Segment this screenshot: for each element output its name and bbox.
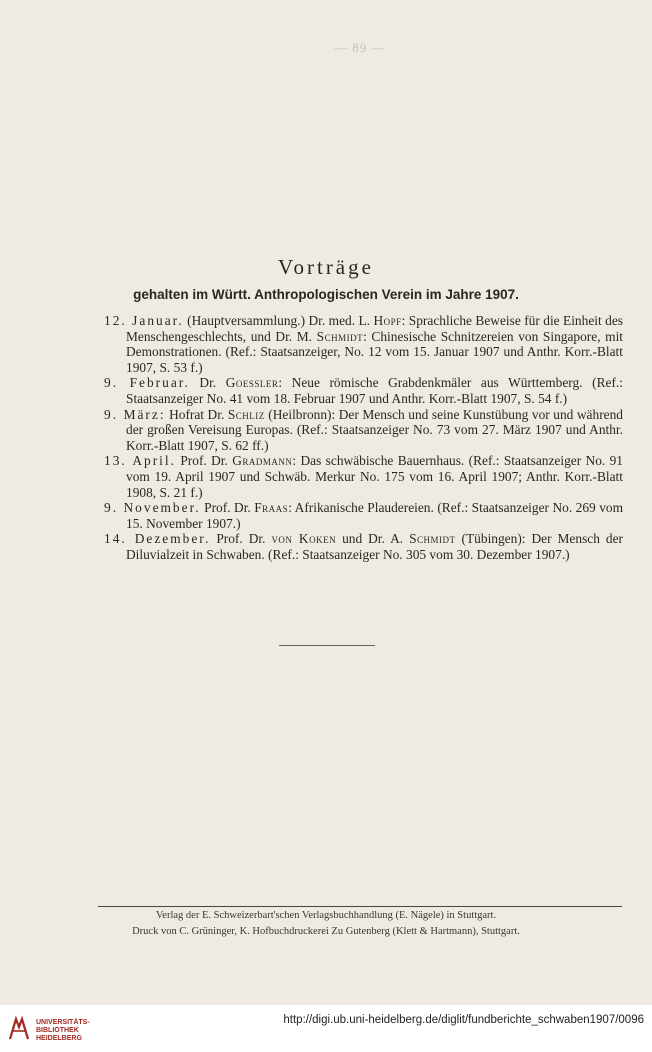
speaker-name: Fraas — [254, 500, 289, 516]
page-subtitle: gehalten im Württ. Anthropologischen Verein im Jahre 1907. — [133, 287, 519, 302]
lecture-date: 9. Februar. — [104, 375, 190, 391]
lecture-date: 13. April. — [104, 453, 176, 469]
lecture-list — [104, 313, 623, 563]
lecture-entry — [104, 531, 623, 562]
lecture-text: : Sprachliche Beweise für die Einheit des Menschengeschlechts, und Dr. M. — [126, 313, 623, 344]
lecture-text: Dr. — [199, 375, 226, 391]
logo-line: HEIDELBERG — [36, 1035, 82, 1042]
lecture-date: 9. März: — [104, 406, 166, 422]
speaker-name: Schmidt — [409, 531, 456, 547]
lecture-date: 14. Dezember. — [104, 531, 211, 547]
speaker-name: Hopf — [373, 313, 402, 328]
library-logo-text — [36, 1019, 90, 1043]
speaker-name: von Koken — [271, 531, 337, 547]
logo-line: BIBLIOTHEK — [36, 1027, 79, 1034]
speaker-name: Schmidt — [316, 328, 364, 344]
lecture-text: Prof. Dr. — [204, 500, 255, 516]
lecture-text: und Dr. A. — [336, 531, 410, 547]
lecture-entry — [104, 407, 623, 454]
speaker-name: Goessler — [225, 375, 279, 391]
lecture-date: 9. November. — [104, 500, 201, 516]
lecture-entry — [104, 453, 623, 500]
permalink-url[interactable]: http://digi.ub.uni-heidelberg.de/diglit/fundberichte_schwaben1907/0096 — [283, 1014, 644, 1026]
university-library-logo[interactable] — [8, 1013, 98, 1045]
lecture-text: Prof. Dr. — [216, 531, 272, 547]
lecture-text: : Afrikanische Plaudereien. (Ref.: Staatsanzeiger No. 269 vom 15. November 1907.) — [126, 500, 623, 531]
lecture-entry — [104, 375, 623, 406]
lecture-text: : Das schwäbische Bauernhaus. (Ref.: Staatsanzeiger No. 91 vom 19. April 1907 und Schwäb. Merkur No. 175 vom 16. April 1907; Anthr. Korr.-Blatt 1908, S. 21 f.) — [126, 453, 623, 500]
library-bar — [0, 1005, 652, 1052]
speaker-name: Schliz — [227, 406, 265, 422]
lecture-entry — [104, 500, 623, 531]
lecture-text: : Chinesische Schnitzereien von Singapore, mit Demonstrationen. (Ref.: Staatsanzeiger, No. 12 vom 15. Januar 1907 und Anthr. Korr.-Blatt 1907, S. 53 f.) — [126, 328, 624, 375]
lecture-entry — [104, 313, 623, 375]
printer-line: Druck von C. Grüninger, K. Hofbuchdruckerei Zu Gutenberg (Klett & Hartmann), Stuttgart. — [132, 926, 520, 937]
lecture-text: (Heilbronn): Der Mensch und seine Kunstübung vor und während der großen Vereisung Europas. (Ref.: Staatsanzeiger No. 73 vom 27. März 1907 und Anthr. Korr.-Blatt 1907, S. 62 ff.) — [126, 406, 623, 453]
lecture-text: (Tübingen): Der Mensch der Diluvialzeit in Schwaben. (Ref.: Staatsanzeiger No. 305 vom 30. Dezember 1907.) — [126, 531, 623, 562]
lecture-text: Prof. Dr. — [180, 453, 233, 469]
section-divider — [279, 645, 375, 646]
lecture-text: (Hauptversammlung.) Dr. med. L. — [187, 313, 374, 328]
lecture-date: 12. Januar. — [104, 313, 184, 328]
publisher-line: Verlag der E. Schweizerbart'schen Verlagsbuchhandlung (E. Nägele) in Stuttgart. — [155, 910, 497, 921]
footer-divider — [98, 906, 622, 907]
logo-line: UNIVERSITÄTS- — [36, 1019, 90, 1026]
page-number: — 89 — — [334, 40, 386, 55]
lecture-text: Hofrat Dr. — [169, 406, 228, 422]
speaker-name: Gradmann — [232, 453, 293, 469]
page-title: Vorträge — [278, 255, 374, 279]
lecture-text: : Neue römische Grabdenkmäler aus Württemberg. (Ref.: Staatsanzeiger No. 41 vom 18. Februar 1907 und Anthr. Korr.-Blatt 1907, S. 54 f.) — [126, 375, 623, 406]
library-seal-icon — [8, 1015, 30, 1041]
